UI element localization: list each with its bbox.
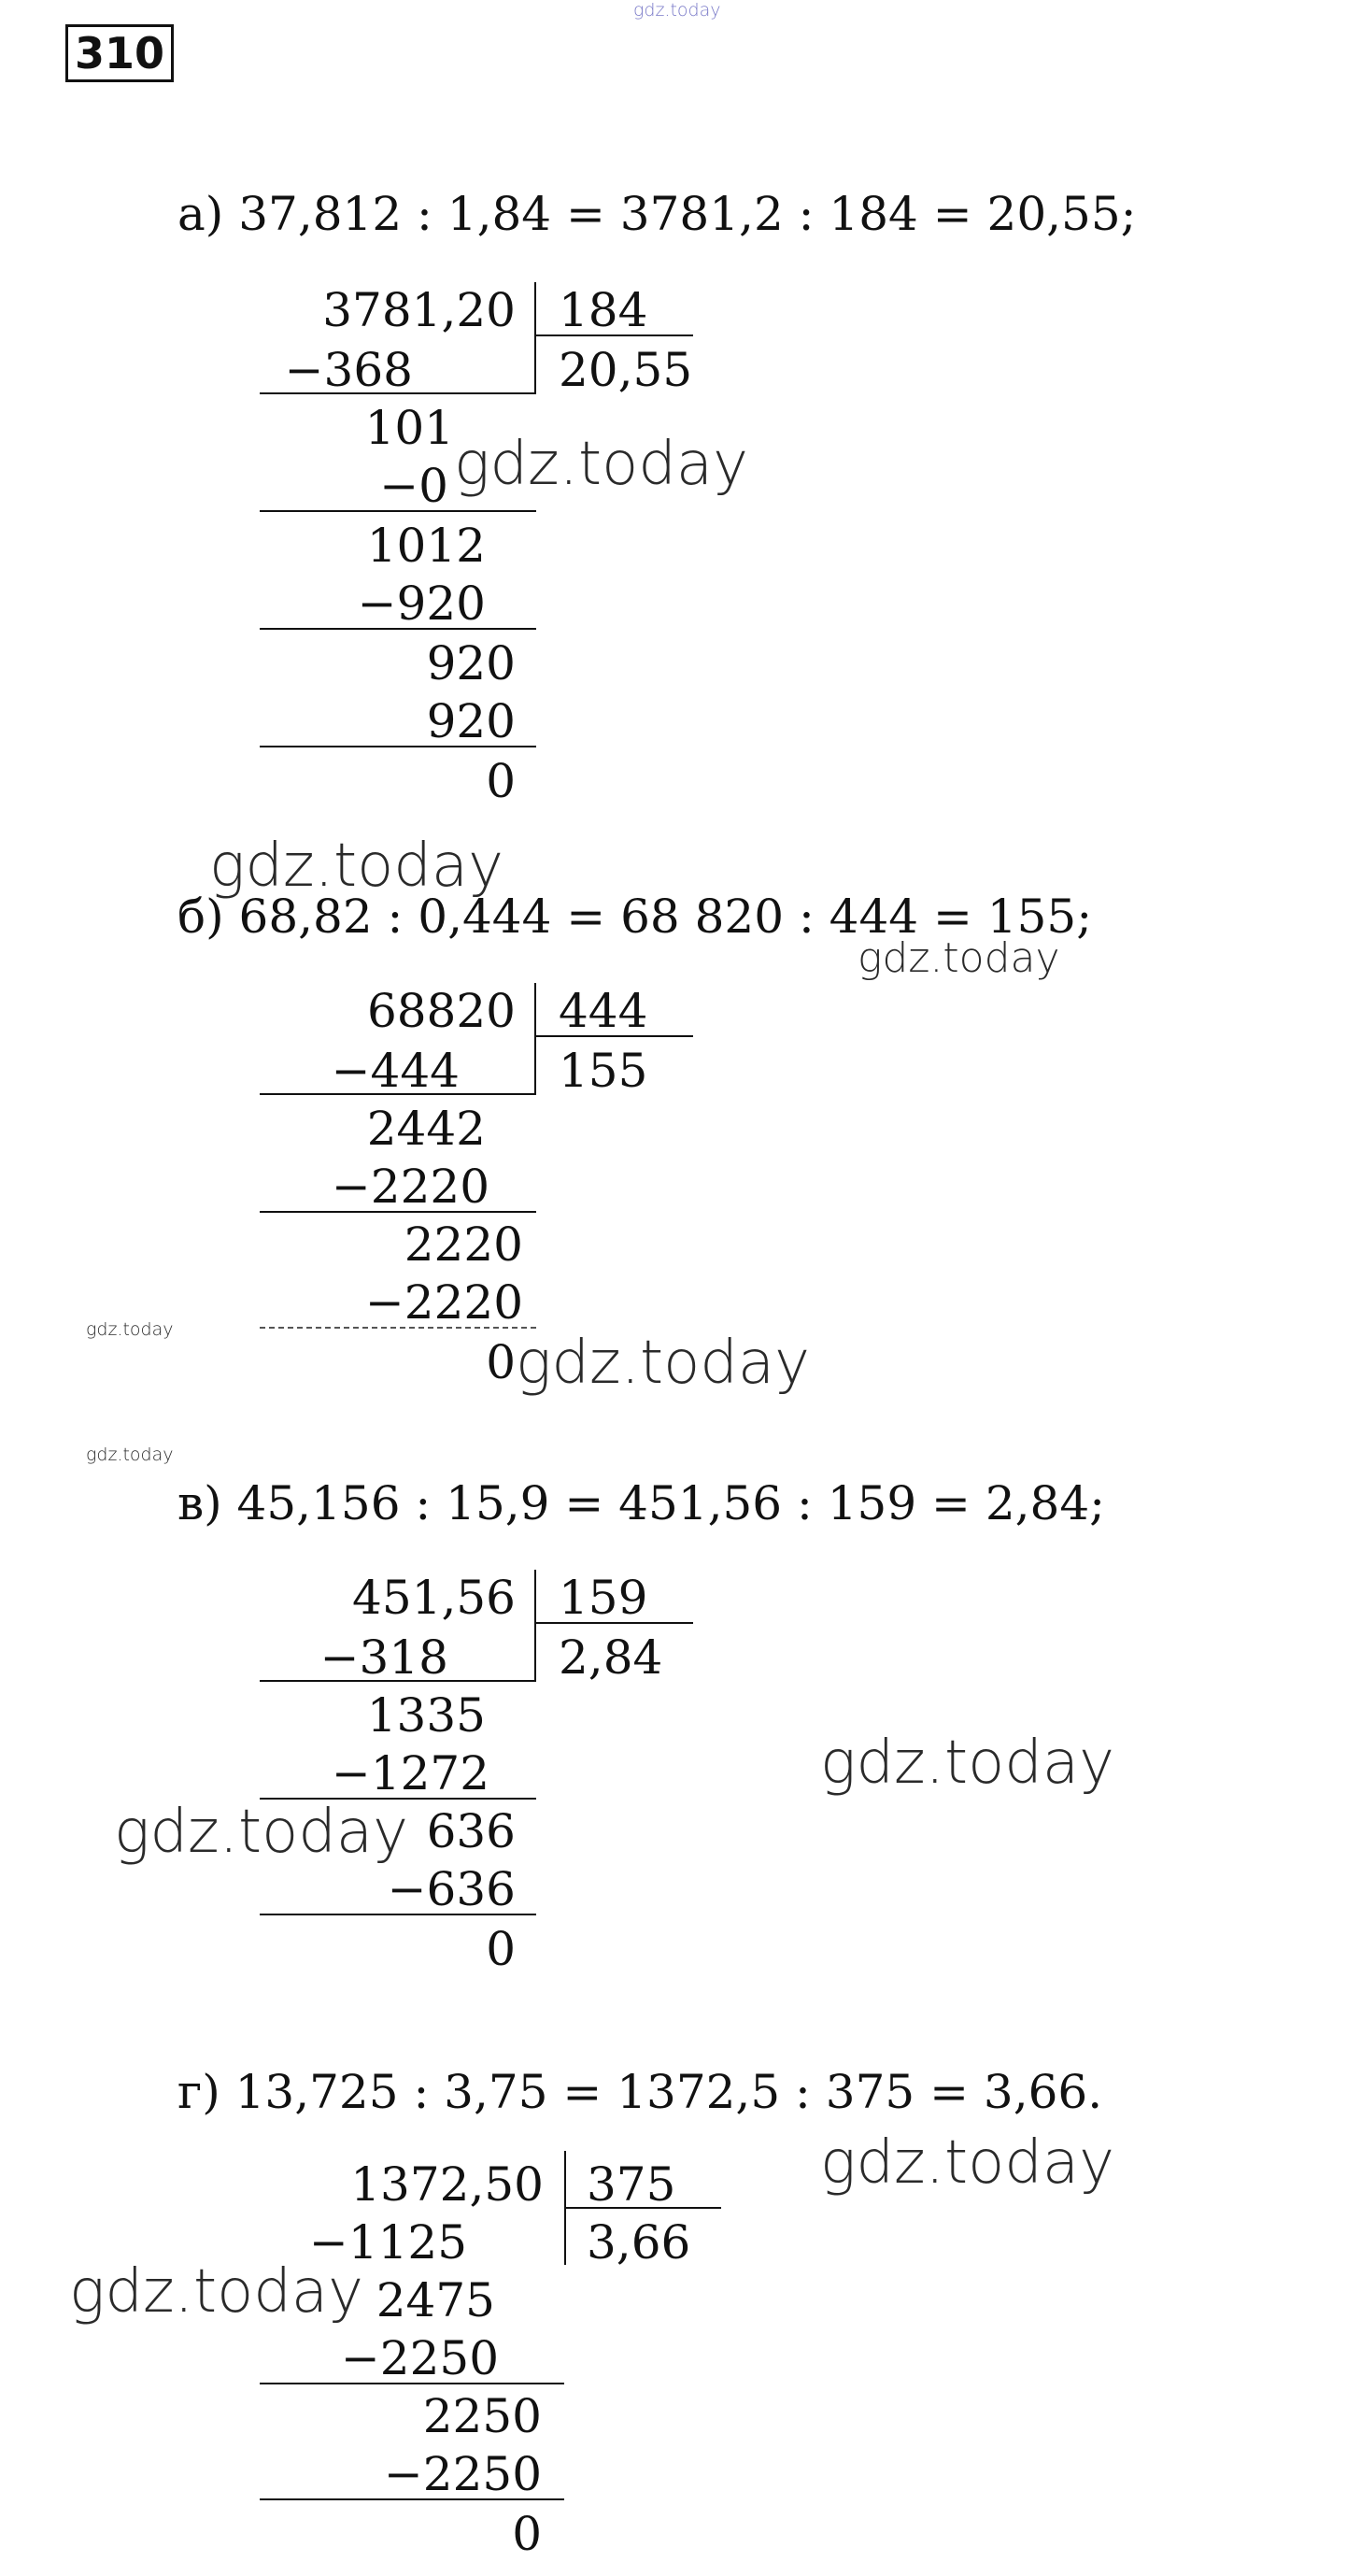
step-subtrahend: −920 xyxy=(357,576,486,631)
step-subtrahend: −2220 xyxy=(364,1275,523,1330)
watermark-text: gdz.today xyxy=(516,1329,810,1398)
step-final-remainder: 0 xyxy=(486,1922,516,1976)
step-subtrahend: −2250 xyxy=(340,2331,499,2385)
divisor-underline xyxy=(564,2207,721,2209)
dividend: 68820 xyxy=(366,984,516,1038)
step-subtrahend: 920 xyxy=(426,694,516,748)
step-line xyxy=(260,746,536,747)
step-subtrahend: −2250 xyxy=(383,2447,542,2501)
step-remainder: 920 xyxy=(426,636,516,690)
dividend: 451,56 xyxy=(352,1571,516,1625)
equation-a: а) 37,812 : 1,84 = 3781,2 : 184 = 20,55; xyxy=(177,187,1137,241)
watermark-text: gdz.today xyxy=(209,832,503,901)
quotient: 20,55 xyxy=(559,343,693,397)
step-final-remainder: 0 xyxy=(512,2507,542,2561)
step-line xyxy=(260,1914,536,1915)
step-line xyxy=(260,2383,564,2384)
watermark-text: gdz.today xyxy=(858,934,1060,982)
quotient: 155 xyxy=(559,1044,648,1098)
step-final-remainder: 0 xyxy=(486,754,516,808)
step-line xyxy=(260,1680,536,1682)
step-subtrahend: −368 xyxy=(284,343,413,397)
divisor: 184 xyxy=(559,283,648,337)
equation-b: б) 68,82 : 0,444 = 68 820 : 444 = 155; xyxy=(177,890,1093,944)
division-vertical-line xyxy=(534,983,536,1095)
dividend: 1372,50 xyxy=(350,2157,544,2212)
divisor-underline xyxy=(534,1622,693,1624)
step-remainder: 2220 xyxy=(404,1217,523,1272)
step-subtrahend: −2220 xyxy=(331,1160,489,1214)
watermark-text: gdz.today xyxy=(633,0,721,21)
step-remainder: 101 xyxy=(364,401,454,455)
step-remainder: 2442 xyxy=(366,1102,486,1156)
step-line xyxy=(260,1093,536,1095)
step-line xyxy=(260,628,536,630)
divisor: 375 xyxy=(587,2157,676,2212)
step-line xyxy=(260,392,536,394)
watermark-text: gdz.today xyxy=(820,2128,1114,2198)
watermark-text: gdz.today xyxy=(114,1798,408,1867)
quotient: 3,66 xyxy=(587,2215,691,2270)
step-subtrahend: −1272 xyxy=(331,1746,489,1800)
watermark-text: gdz.today xyxy=(86,1445,174,1465)
watermark-text: gdz.today xyxy=(820,1729,1114,1798)
step-remainder: 1335 xyxy=(366,1688,486,1743)
step-subtrahend: −318 xyxy=(319,1630,448,1685)
step-line xyxy=(260,510,536,512)
step-final-remainder: 0 xyxy=(486,1335,516,1389)
divisor: 444 xyxy=(559,984,648,1038)
quotient: 2,84 xyxy=(559,1630,663,1685)
divisor-underline xyxy=(534,1035,693,1037)
step-subtrahend: −636 xyxy=(387,1862,516,1916)
step-subtrahend: −444 xyxy=(331,1044,460,1098)
dividend: 3781,20 xyxy=(322,283,516,337)
divisor-underline xyxy=(534,334,693,336)
division-vertical-line xyxy=(534,282,536,394)
step-line xyxy=(260,2498,564,2500)
step-remainder: 1012 xyxy=(366,519,486,573)
step-subtrahend: −0 xyxy=(379,459,448,513)
problem-number: 310 xyxy=(65,24,174,82)
step-remainder: 2475 xyxy=(376,2273,495,2327)
watermark-text: gdz.today xyxy=(86,1319,174,1340)
division-vertical-line xyxy=(534,1570,536,1682)
step-remainder: 2250 xyxy=(422,2389,542,2443)
step-remainder: 636 xyxy=(426,1804,516,1858)
step-line xyxy=(260,1211,536,1213)
divisor: 159 xyxy=(559,1571,648,1625)
equation-d: г) 13,725 : 3,75 = 1372,5 : 375 = 3,66. xyxy=(177,2065,1103,2119)
step-subtrahend: −1125 xyxy=(308,2215,467,2270)
watermark-text: gdz.today xyxy=(454,430,748,499)
equation-c: в) 45,156 : 15,9 = 451,56 : 159 = 2,84; xyxy=(177,1476,1106,1530)
step-line xyxy=(260,1327,536,1329)
watermark-text: gdz.today xyxy=(69,2257,363,2327)
